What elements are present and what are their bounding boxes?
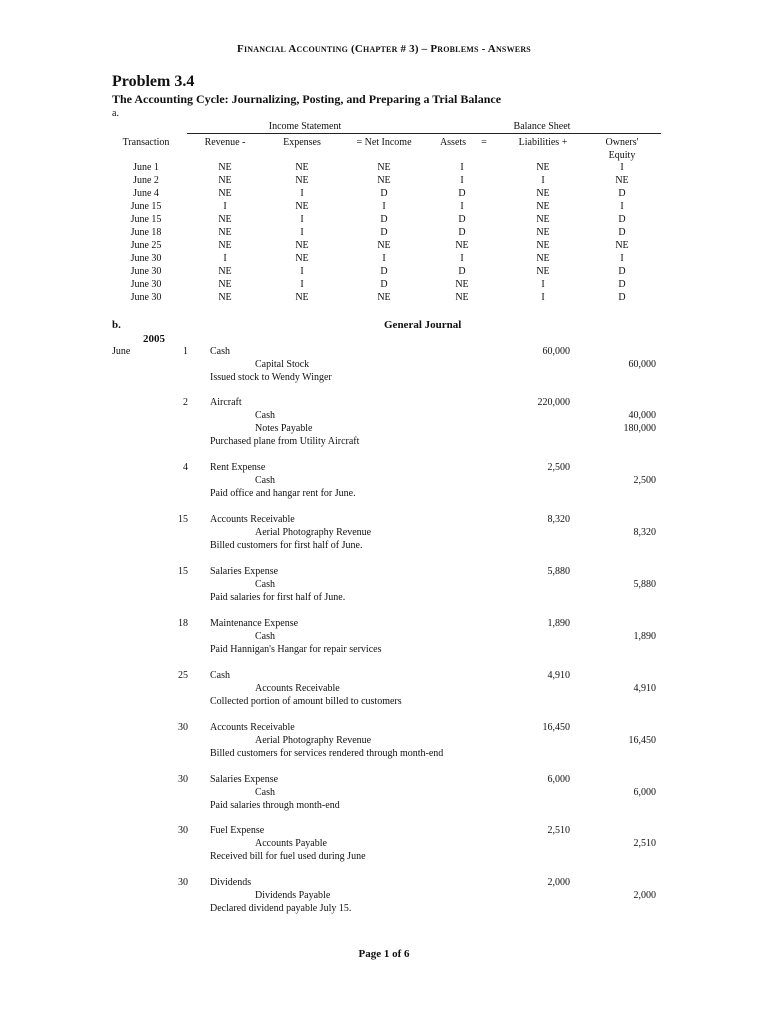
debit-account: Aircraft — [210, 397, 242, 408]
entry-day: 4 — [183, 462, 188, 473]
entry-day: 30 — [178, 877, 188, 888]
cell-net-income: D — [380, 188, 388, 199]
cell-net-income: I — [382, 201, 386, 212]
credit-account: Cash — [255, 410, 275, 421]
credit-account: Notes Payable — [255, 423, 313, 434]
entry-explanation: Paid salaries for first half of June. — [210, 592, 346, 603]
cell-expenses: NE — [295, 292, 309, 303]
debit-account: Rent Expense — [210, 462, 266, 473]
credit-amount: 2,510 — [633, 838, 656, 849]
cell-expenses: I — [300, 266, 304, 277]
cell-liabilities: NE — [536, 266, 550, 277]
credit-amount: 16,450 — [628, 735, 656, 746]
col-header-equals: = — [481, 137, 487, 148]
cell-transaction: June 1 — [133, 162, 159, 173]
problem-subtitle: The Accounting Cycle: Journalizing, Posting, and Preparing a Trial Balance — [112, 92, 502, 106]
cell-transaction: June 18 — [130, 227, 162, 238]
entry-day: 30 — [178, 722, 188, 733]
credit-account: Cash — [255, 579, 275, 590]
debit-amount: 5,880 — [547, 566, 570, 577]
debit-account: Cash — [210, 670, 230, 681]
cell-expenses: I — [300, 279, 304, 290]
col-header-expenses: Expenses — [283, 137, 321, 148]
col-header-owners-equity: Owners' Equity — [605, 137, 639, 161]
credit-amount: 6,000 — [633, 787, 656, 798]
entry-explanation: Purchased plane from Utility Aircraft — [210, 436, 360, 447]
cell-assets: I — [460, 162, 464, 173]
debit-account: Fuel Expense — [210, 825, 265, 836]
debit-amount: 16,450 — [542, 722, 570, 733]
credit-account: Cash — [255, 787, 275, 798]
entry-explanation: Billed customers for services rendered through month-end — [210, 748, 444, 759]
cell-revenue: NE — [218, 292, 232, 303]
debit-account: Cash — [210, 346, 230, 357]
journal-month: June — [112, 346, 131, 357]
cell-transaction: June 2 — [133, 175, 159, 186]
entry-day: 25 — [178, 670, 188, 681]
cell-transaction: June 15 — [130, 214, 162, 225]
cell-owners-equity: I — [620, 253, 624, 264]
cell-net-income: D — [380, 227, 388, 238]
cell-net-income: NE — [377, 175, 391, 186]
cell-revenue: NE — [218, 188, 232, 199]
cell-net-income: NE — [377, 162, 391, 173]
cell-liabilities: NE — [536, 201, 550, 212]
cell-transaction: June 4 — [133, 188, 159, 199]
cell-revenue: NE — [218, 214, 232, 225]
cell-expenses: NE — [295, 253, 309, 264]
cell-net-income: D — [380, 279, 388, 290]
credit-amount: 1,890 — [633, 631, 656, 642]
cell-liabilities: NE — [536, 253, 550, 264]
entry-day: 18 — [178, 618, 188, 629]
entry-explanation: Paid Hannigan's Hangar for repair services — [210, 644, 382, 655]
entry-day: 30 — [178, 774, 188, 785]
credit-account: Capital Stock — [255, 359, 310, 370]
cell-liabilities: I — [541, 175, 545, 186]
cell-owners-equity: D — [618, 266, 626, 277]
debit-amount: 6,000 — [547, 774, 570, 785]
cell-owners-equity: I — [620, 162, 624, 173]
cell-transaction: June 25 — [130, 240, 162, 251]
cell-revenue: NE — [218, 266, 232, 277]
cell-net-income: D — [380, 214, 388, 225]
credit-amount: 60,000 — [628, 359, 656, 370]
cell-expenses: NE — [295, 175, 309, 186]
balance-sheet-header: Balance Sheet — [513, 121, 571, 132]
page-footer: Page 1 of 6 — [358, 948, 410, 960]
cell-assets: D — [458, 266, 466, 277]
debit-amount: 60,000 — [542, 346, 570, 357]
income-statement-header: Income Statement — [268, 121, 342, 132]
credit-account: Cash — [255, 475, 275, 486]
credit-account: Dividends Payable — [255, 890, 331, 901]
cell-revenue: NE — [218, 279, 232, 290]
debit-account: Maintenance Expense — [210, 618, 299, 629]
cell-owners-equity: NE — [615, 240, 629, 251]
cell-liabilities: NE — [536, 227, 550, 238]
cell-owners-equity: D — [618, 188, 626, 199]
cell-assets: I — [460, 175, 464, 186]
debit-amount: 1,890 — [547, 618, 570, 629]
cell-owners-equity: D — [618, 279, 626, 290]
col-header-assets: Assets — [439, 137, 467, 148]
entry-explanation: Declared dividend payable July 15. — [210, 903, 352, 914]
debit-amount: 2,500 — [547, 462, 570, 473]
journal-title: General Journal — [384, 319, 462, 331]
credit-amount: 2,000 — [633, 890, 656, 901]
page-header: Financial Accounting (Chapter # 3) – Problems - Answers — [237, 43, 531, 55]
cell-liabilities: NE — [536, 162, 550, 173]
cell-transaction: June 30 — [130, 279, 162, 290]
debit-amount: 4,910 — [547, 670, 570, 681]
cell-transaction: June 30 — [130, 292, 162, 303]
cell-expenses: NE — [295, 240, 309, 251]
credit-account: Cash — [255, 631, 275, 642]
cell-assets: D — [458, 214, 466, 225]
entry-explanation: Billed customers for first half of June. — [210, 540, 363, 551]
cell-expenses: I — [300, 214, 304, 225]
entry-day: 30 — [178, 825, 188, 836]
cell-net-income: D — [380, 266, 388, 277]
cell-revenue: I — [223, 201, 227, 212]
entry-explanation: Paid salaries through month-end — [210, 800, 340, 811]
col-header-net-income: = Net Income — [356, 137, 412, 148]
debit-account: Accounts Receivable — [210, 722, 295, 733]
cell-transaction: June 30 — [130, 253, 162, 264]
credit-amount: 5,880 — [633, 579, 656, 590]
cell-net-income: NE — [377, 240, 391, 251]
col-header-transaction: Transaction — [122, 137, 170, 148]
entry-day: 15 — [178, 514, 188, 525]
cell-transaction: June 15 — [130, 201, 162, 212]
debit-account: Salaries Expense — [210, 774, 279, 785]
cell-expenses: NE — [295, 162, 309, 173]
cell-owners-equity: D — [618, 214, 626, 225]
cell-assets: NE — [455, 240, 469, 251]
cell-expenses: NE — [295, 201, 309, 212]
cell-liabilities: I — [541, 279, 545, 290]
entry-explanation: Received bill for fuel used during June — [210, 851, 366, 862]
credit-account: Aerial Photography Revenue — [255, 527, 372, 538]
cell-assets: I — [460, 201, 464, 212]
entry-explanation: Collected portion of amount billed to customers — [210, 696, 402, 707]
entry-day: 15 — [178, 566, 188, 577]
cell-revenue: I — [223, 253, 227, 264]
cell-transaction: June 30 — [130, 266, 162, 277]
cell-assets: NE — [455, 292, 469, 303]
credit-account: Accounts Payable — [255, 838, 327, 849]
cell-expenses: I — [300, 227, 304, 238]
cell-owners-equity: NE — [615, 175, 629, 186]
entry-day: 1 — [183, 346, 188, 357]
cell-owners-equity: D — [618, 227, 626, 238]
debit-account: Accounts Receivable — [210, 514, 295, 525]
credit-account: Aerial Photography Revenue — [255, 735, 372, 746]
col-header-liabilities: Liabilities + — [518, 137, 568, 148]
debit-amount: 220,000 — [537, 397, 570, 408]
part-a-label: a. — [112, 108, 119, 119]
cell-expenses: I — [300, 188, 304, 199]
cell-revenue: NE — [218, 240, 232, 251]
cell-net-income: I — [382, 253, 386, 264]
cell-assets: I — [460, 253, 464, 264]
cell-liabilities: NE — [536, 214, 550, 225]
credit-amount: 40,000 — [628, 410, 656, 421]
cell-assets: NE — [455, 279, 469, 290]
part-b-label: b. — [112, 319, 121, 331]
credit-amount: 8,320 — [633, 527, 656, 538]
cell-assets: D — [458, 188, 466, 199]
credit-amount: 2,500 — [633, 475, 656, 486]
debit-amount: 2,000 — [547, 877, 570, 888]
problem-title: Problem 3.4 — [112, 73, 195, 90]
cell-revenue: NE — [218, 162, 232, 173]
cell-liabilities: I — [541, 292, 545, 303]
journal-year: 2005 — [143, 333, 165, 345]
debit-account: Dividends — [210, 877, 252, 888]
entry-explanation: Paid office and hangar rent for June. — [210, 488, 356, 499]
debit-amount: 8,320 — [547, 514, 570, 525]
credit-amount: 4,910 — [633, 683, 656, 694]
col-header-revenue: Revenue - — [204, 137, 246, 148]
debit-amount: 2,510 — [547, 825, 570, 836]
entry-explanation: Issued stock to Wendy Winger — [210, 372, 332, 383]
table-header-rule — [187, 133, 661, 134]
credit-account: Accounts Receivable — [255, 683, 340, 694]
entry-day: 2 — [183, 397, 188, 408]
cell-liabilities: NE — [536, 240, 550, 251]
cell-owners-equity: I — [620, 201, 624, 212]
cell-revenue: NE — [218, 175, 232, 186]
cell-liabilities: NE — [536, 188, 550, 199]
cell-assets: D — [458, 227, 466, 238]
credit-amount: 180,000 — [623, 423, 656, 434]
debit-account: Salaries Expense — [210, 566, 279, 577]
cell-revenue: NE — [218, 227, 232, 238]
cell-owners-equity: D — [618, 292, 626, 303]
cell-net-income: NE — [377, 292, 391, 303]
